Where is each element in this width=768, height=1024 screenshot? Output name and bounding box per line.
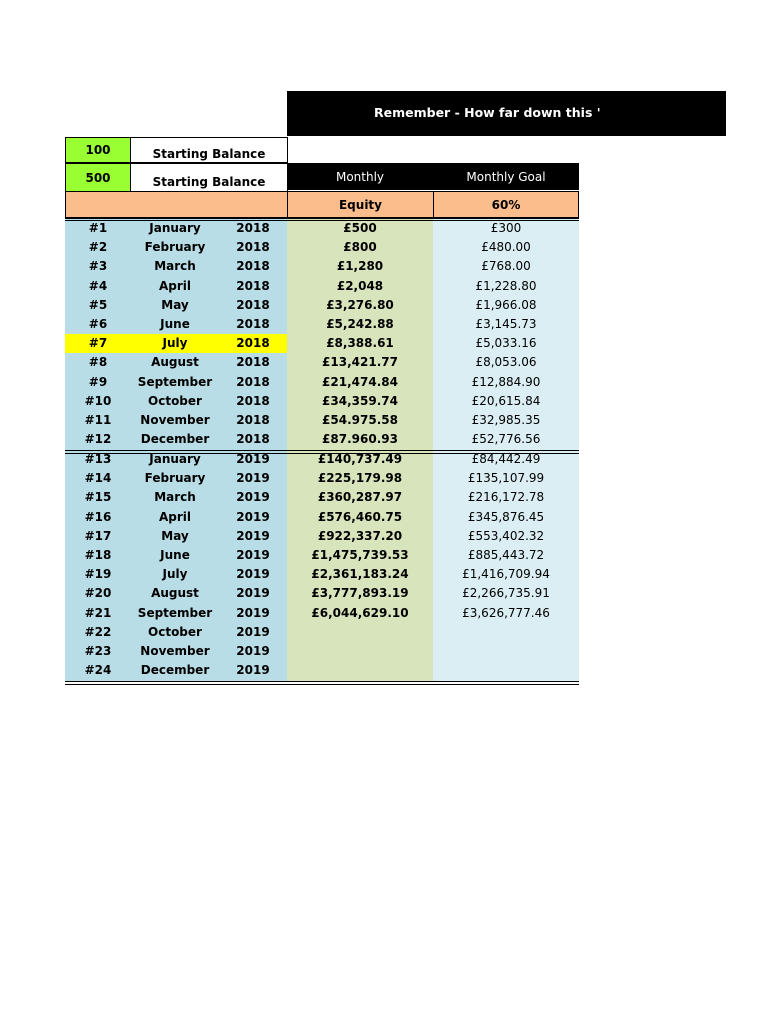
row-year: 2019 <box>236 509 270 524</box>
row-month: April <box>158 278 192 293</box>
row-goal: £12,884.90 <box>471 374 541 389</box>
bottom-border-line-2 <box>65 684 579 685</box>
row-month: July <box>162 336 188 351</box>
starting-balance-label-2: Starting Balance <box>130 163 288 192</box>
row-number: #10 <box>84 393 112 408</box>
row-equity: £500 <box>343 221 377 235</box>
starting-balance-label-1: Starting Balance <box>130 137 288 163</box>
row-equity: £54.975.58 <box>322 413 398 427</box>
table-row <box>65 450 579 469</box>
row-number: #17 <box>84 528 112 543</box>
table-row <box>65 257 579 276</box>
row-month: October <box>148 393 202 408</box>
row-year: 2019 <box>236 528 270 543</box>
table-row <box>65 661 579 680</box>
row-equity: £1,475,739.53 <box>311 548 409 562</box>
row-number: #16 <box>84 509 112 524</box>
row-equity: £2,048 <box>336 278 384 293</box>
row-month: September <box>137 374 213 389</box>
row-month: November <box>140 644 210 658</box>
row-number: #1 <box>88 221 108 235</box>
reminder-text: Remember - How far down this ' <box>374 105 601 120</box>
row-number: #23 <box>84 644 112 658</box>
row-equity: £1,280 <box>336 259 384 274</box>
table-row <box>65 430 579 449</box>
row-year: 2018 <box>236 355 270 370</box>
row-year: 2018 <box>236 336 270 351</box>
row-month: May <box>161 297 189 312</box>
row-year: 2019 <box>236 490 270 505</box>
row-number: #15 <box>84 490 112 505</box>
table-row <box>65 373 579 392</box>
row-goal: £480.00 <box>481 240 531 255</box>
row-number: #6 <box>88 317 108 331</box>
table-row <box>65 565 579 584</box>
row-number: #21 <box>84 605 112 620</box>
row-goal: £885,443.72 <box>467 548 545 562</box>
row-month: July <box>162 567 188 582</box>
row-number: #22 <box>84 624 112 639</box>
row-number: #4 <box>88 278 108 293</box>
row-month: August <box>151 586 199 601</box>
row-year: 2018 <box>236 278 270 293</box>
row-equity: £576,460.75 <box>317 509 403 524</box>
row-goal: £1,416,709.94 <box>462 567 550 582</box>
row-month: January <box>149 452 201 466</box>
row-month: October <box>148 624 202 639</box>
table-row <box>65 315 579 334</box>
row-month: April <box>158 509 192 524</box>
table-row <box>65 623 579 642</box>
row-month: November <box>140 413 210 427</box>
table-row <box>65 642 579 661</box>
row-month: May <box>161 528 189 543</box>
row-number: #5 <box>88 297 108 312</box>
row-goal: £20,615.84 <box>471 393 541 408</box>
row-equity: £5,242.88 <box>326 317 394 331</box>
row-equity: £140,737.49 <box>317 452 403 466</box>
table-row <box>65 546 579 565</box>
peach-header-spacer <box>65 191 288 218</box>
table-row <box>65 488 579 507</box>
row-number: #13 <box>84 452 112 466</box>
row-goal: £216,172.78 <box>467 490 545 505</box>
table-row <box>65 527 579 546</box>
row-goal: £8,053.06 <box>475 355 537 370</box>
row-year: 2019 <box>236 624 270 639</box>
row-equity: £922,337.20 <box>317 528 403 543</box>
row-number: #11 <box>84 413 112 427</box>
table-row <box>65 353 579 372</box>
row-year: 2018 <box>236 374 270 389</box>
table-row <box>65 392 579 411</box>
row-year: 2019 <box>236 605 270 620</box>
monthly-header: Monthly <box>287 163 433 190</box>
row-equity: £34,359.74 <box>322 393 398 408</box>
row-year: 2018 <box>236 221 270 235</box>
starting-balance-value-2[interactable]: 500 <box>65 163 131 192</box>
row-month: March <box>154 259 196 274</box>
table-row <box>65 238 579 257</box>
table-row <box>65 219 579 238</box>
goal-percent-header: 60% <box>433 191 579 218</box>
row-month: December <box>140 432 210 447</box>
row-year: 2019 <box>236 471 270 486</box>
row-goal: £52,776.56 <box>471 432 541 447</box>
row-goal: £345,876.45 <box>467 509 545 524</box>
row-goal: £300 <box>490 221 522 235</box>
row-number: #20 <box>84 586 112 601</box>
row-year: 2019 <box>236 663 270 678</box>
monthly-goal-header: Monthly Goal <box>433 163 579 190</box>
row-goal: £5,033.16 <box>475 336 537 351</box>
row-goal: £84,442.49 <box>471 452 541 466</box>
row-year: 2019 <box>236 567 270 582</box>
table-row <box>65 584 579 603</box>
row-number: #12 <box>84 432 112 447</box>
row-equity: £13,421.77 <box>322 355 398 370</box>
row-number: #7 <box>88 336 108 351</box>
row-goal: £553,402.32 <box>467 528 545 543</box>
row-goal: £3,145.73 <box>475 317 537 331</box>
row-year: 2018 <box>236 393 270 408</box>
row-goal: £32,985.35 <box>471 413 541 427</box>
row-year: 2018 <box>236 297 270 312</box>
row-number: #24 <box>84 663 112 678</box>
table-row <box>65 508 579 527</box>
row-month: December <box>140 663 210 678</box>
row-goal: £1,228.80 <box>475 278 537 293</box>
row-year: 2019 <box>236 586 270 601</box>
row-number: #9 <box>88 374 108 389</box>
row-year: 2018 <box>236 432 270 447</box>
row-year: 2019 <box>236 452 270 466</box>
row-month: February <box>144 240 206 255</box>
table-row <box>65 469 579 488</box>
table-row <box>65 277 579 296</box>
table-row <box>65 334 579 353</box>
row-equity: £360,287.97 <box>317 490 403 505</box>
row-number: #3 <box>88 259 108 274</box>
row-number: #14 <box>84 471 112 486</box>
row-number: #19 <box>84 567 112 582</box>
row-month: August <box>151 355 199 370</box>
row-year: 2018 <box>236 317 270 331</box>
row-equity: £800 <box>343 240 377 255</box>
row-equity: £2,361,183.24 <box>311 567 409 582</box>
table-row <box>65 296 579 315</box>
row-month: January <box>149 221 201 235</box>
row-year: 2018 <box>236 240 270 255</box>
equity-header: Equity <box>287 191 434 218</box>
row-number: #8 <box>88 355 108 370</box>
row-goal: £2,266,735.91 <box>462 586 550 601</box>
row-year: 2018 <box>236 413 270 427</box>
row-equity: £6,044,629.10 <box>311 605 409 620</box>
row-number: #2 <box>88 240 108 255</box>
row-year: 2018 <box>236 259 270 274</box>
row-goal: £768.00 <box>481 259 531 274</box>
row-goal: £135,107.99 <box>467 471 545 486</box>
bottom-border-line <box>65 681 579 682</box>
row-month: February <box>144 471 206 486</box>
row-year: 2019 <box>236 644 270 658</box>
row-goal: £1,966.08 <box>475 297 537 312</box>
row-equity: £3,777,893.19 <box>311 586 409 601</box>
row-goal: £3,626,777.46 <box>462 605 550 620</box>
row-month: June <box>160 317 190 331</box>
reminder-banner <box>287 91 726 136</box>
row-year: 2019 <box>236 548 270 562</box>
starting-balance-value-1[interactable]: 100 <box>65 137 131 163</box>
row-month: September <box>137 605 213 620</box>
row-equity: £87.960.93 <box>322 432 398 447</box>
row-equity: £225,179.98 <box>317 471 403 486</box>
row-equity: £8,388.61 <box>326 336 394 351</box>
row-equity: £21,474.84 <box>322 374 398 389</box>
table-row <box>65 604 579 623</box>
table-row <box>65 411 579 430</box>
row-month: March <box>154 490 196 505</box>
row-month: June <box>160 548 190 562</box>
row-equity: £3,276.80 <box>326 297 394 312</box>
row-number: #18 <box>84 548 112 562</box>
